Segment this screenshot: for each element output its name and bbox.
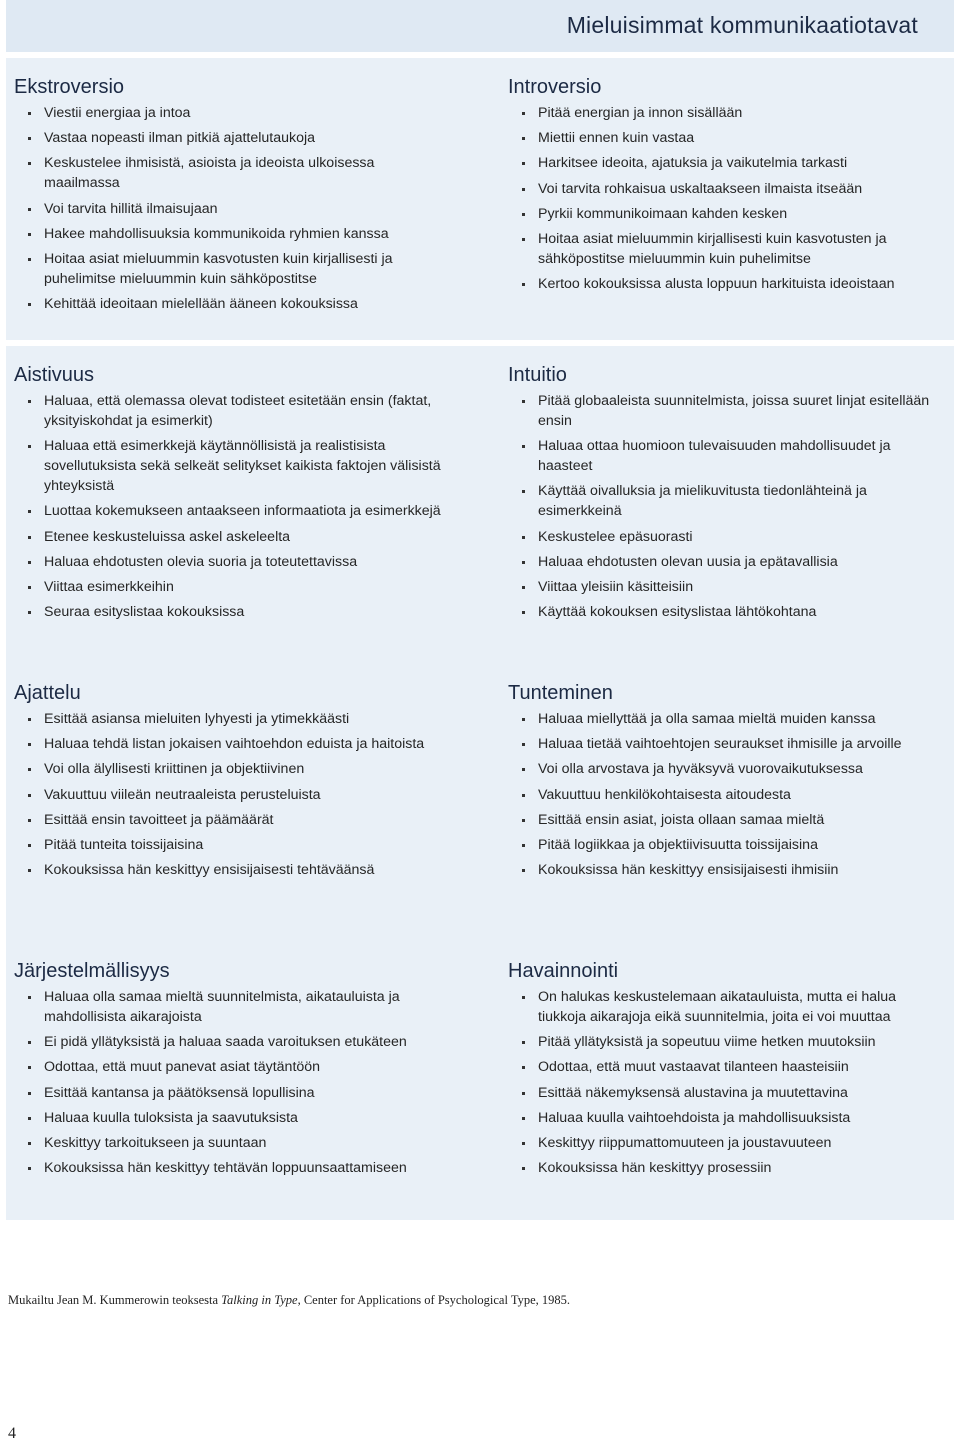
item-list	[508, 103, 948, 294]
list-item: Kokouksissa hän keskittyy ensisijaisesti ihmisiin	[508, 860, 948, 880]
list-item: Voi olla arvostava ja hyväksyvä vuorovaikutuksessa	[508, 759, 948, 779]
item-list	[14, 103, 454, 314]
section-heading: Ajattelu	[14, 682, 81, 704]
list-item: Haluaa ehdotusten olevan uusia ja epätavallisia	[508, 552, 948, 572]
list-item: Haluaa ottaa huomioon tulevaisuuden mahdollisuudet ja haasteet	[508, 436, 948, 476]
panel-sensing-intuition-thinking-feeling	[6, 346, 954, 942]
item-list	[508, 987, 948, 1178]
item-list	[14, 987, 454, 1178]
section-heading: Introversio	[508, 76, 602, 98]
section-heading: Ekstroversio	[14, 76, 125, 98]
list-item: Pitää yllätyksistä ja sopeutuu viime hetken muutoksiin	[508, 1032, 948, 1052]
item-list	[508, 709, 948, 880]
panel-judging-perceiving	[6, 940, 954, 1220]
section-sensing	[14, 362, 454, 627]
source-note	[8, 1293, 570, 1308]
list-item: Haluaa tietää vaihtoehtojen seuraukset ihmisille ja arvoille	[508, 734, 948, 754]
section-feeling	[508, 680, 948, 885]
list-item: Seuraa esityslistaa kokouksissa	[14, 602, 454, 622]
list-item: Keskittyy tarkoitukseen ja suuntaan	[14, 1133, 454, 1153]
section-heading: Järjestelmällisyys	[14, 960, 170, 982]
item-list	[14, 709, 454, 880]
page-number: 4	[8, 1425, 16, 1442]
list-item: Voi tarvita hillitä ilmaisujaan	[14, 199, 454, 219]
list-item: Voi tarvita rohkaisua uskaltaakseen ilmaista itseään	[508, 179, 948, 199]
page-title: Mieluisimmat kommunikaatiotavat	[566, 12, 918, 38]
list-item: Esittää asiansa mieluiten lyhyesti ja ytimekkäästi	[14, 709, 454, 729]
list-item: Miettii ennen kuin vastaa	[508, 128, 948, 148]
item-list	[508, 391, 948, 622]
list-item: Haluaa ehdotusten olevia suoria ja toteutettavissa	[14, 552, 454, 572]
list-item: Ei pidä yllätyksistä ja haluaa saada varoituksen etukäteen	[14, 1032, 454, 1052]
list-item: Hakee mahdollisuuksia kommunikoida ryhmien kanssa	[14, 224, 454, 244]
section-intuition	[508, 362, 948, 627]
source-note-prefix: Mukailtu Jean M. Kummerowin teoksesta	[8, 1293, 222, 1307]
list-item: Haluaa että esimerkkejä käytännöllisistä ja realistisista sovellutuksista sekä selkeät selitykset kaikista faktojen välisistä yhteyksistä	[14, 436, 454, 496]
list-item: Keskustelee epäsuorasti	[508, 527, 948, 547]
list-item: Odottaa, että muut panevat asiat täytäntöön	[14, 1057, 454, 1077]
list-item: Kokouksissa hän keskittyy prosessiin	[508, 1158, 948, 1178]
section-heading: Aistivuus	[14, 364, 95, 386]
list-item: Pitää tunteita toissijaisina	[14, 835, 454, 855]
list-item: Haluaa kuulla vaihtoehdoista ja mahdollisuuksista	[508, 1108, 948, 1128]
panel-extraversion-introversion	[6, 58, 954, 340]
list-item: Esittää kantansa ja päätöksensä lopullisina	[14, 1083, 454, 1103]
list-item: Etenee keskusteluissa askel askeleelta	[14, 527, 454, 547]
item-list	[14, 391, 454, 622]
list-item: Odottaa, että muut vastaavat tilanteen haasteisiin	[508, 1057, 948, 1077]
section-heading: Tunteminen	[508, 682, 613, 704]
source-note-suffix: , Center for Applications of Psychological Type, 1985.	[297, 1293, 571, 1307]
list-item: Pitää globaaleista suunnitelmista, joissa suuret linjat esitellään ensin	[508, 391, 948, 431]
section-extraversion	[14, 74, 454, 319]
list-item: Käyttää oivalluksia ja mielikuvitusta tiedonlähteinä ja esimerkkeinä	[508, 481, 948, 521]
list-item: Haluaa kuulla tuloksista ja saavutuksista	[14, 1108, 454, 1128]
list-item: Hoitaa asiat mieluummin kasvotusten kuin kirjallisesti ja puhelimitse mieluummin kuin sähköpostitse	[14, 249, 454, 289]
list-item: Vakuuttuu viileän neutraaleista perusteluista	[14, 785, 454, 805]
list-item: Pitää logiikkaa ja objektiivisuutta toissijaisina	[508, 835, 948, 855]
list-item: Viittaa esimerkkeihin	[14, 577, 454, 597]
list-item: Hoitaa asiat mieluummin kirjallisesti kuin kasvotusten ja sähköpostitse mieluummin kuin puhelimitse	[508, 229, 948, 269]
list-item: Harkitsee ideoita, ajatuksia ja vaikutelmia tarkasti	[508, 153, 948, 173]
list-item: Pyrkii kommunikoimaan kahden kesken	[508, 204, 948, 224]
list-item: Voi olla älyllisesti kriittinen ja objektiivinen	[14, 759, 454, 779]
section-thinking	[14, 680, 454, 885]
title-band	[6, 0, 954, 52]
list-item: Esittää ensin tavoitteet ja päämäärät	[14, 810, 454, 830]
list-item: Esittää ensin asiat, joista ollaan samaa mieltä	[508, 810, 948, 830]
list-item: Käyttää kokouksen esityslistaa lähtökohtana	[508, 602, 948, 622]
list-item: Haluaa miellyttää ja olla samaa mieltä muiden kanssa	[508, 709, 948, 729]
list-item: Kehittää ideoitaan mielellään ääneen kokouksissa	[14, 294, 454, 314]
list-item: Keskittyy riippumattomuuteen ja joustavuuteen	[508, 1133, 948, 1153]
list-item: Luottaa kokemukseen antaakseen informaatiota ja esimerkkejä	[14, 501, 454, 521]
section-judging	[14, 958, 454, 1183]
list-item: Viittaa yleisiin käsitteisiin	[508, 577, 948, 597]
list-item: Keskustelee ihmisistä, asioista ja ideoista ulkoisessa maailmassa	[14, 153, 454, 193]
list-item: Haluaa tehdä listan jokaisen vaihtoehdon eduista ja haitoista	[14, 734, 454, 754]
list-item: Haluaa olla samaa mieltä suunnitelmista, aikatauluista ja mahdollisista aikarajoista	[14, 987, 454, 1027]
list-item: Viestii energiaa ja intoa	[14, 103, 454, 123]
source-book-title: Talking in Type	[221, 1293, 298, 1307]
list-item: Kertoo kokouksissa alusta loppuun harkituista ideoistaan	[508, 274, 948, 294]
list-item: On halukas keskustelemaan aikatauluista, mutta ei halua tiukkoja aikarajoja eikä suunnitelmia, joita ei voi muuttaa	[508, 987, 948, 1027]
list-item: Pitää energian ja innon sisällään	[508, 103, 948, 123]
section-perceiving	[508, 958, 948, 1183]
section-heading: Intuitio	[508, 364, 567, 386]
list-item: Vakuuttuu henkilökohtaisesta aitoudesta	[508, 785, 948, 805]
section-introversion	[508, 74, 948, 299]
list-item: Kokouksissa hän keskittyy tehtävän loppuunsaattamiseen	[14, 1158, 454, 1178]
list-item: Esittää näkemyksensä alustavina ja muutettavina	[508, 1083, 948, 1103]
list-item: Vastaa nopeasti ilman pitkiä ajattelutaukoja	[14, 128, 454, 148]
section-heading: Havainnointi	[508, 960, 619, 982]
list-item: Haluaa, että olemassa olevat todisteet esitetään ensin (faktat, yksityiskohdat ja esimerkit)	[14, 391, 454, 431]
list-item: Kokouksissa hän keskittyy ensisijaisesti tehtäväänsä	[14, 860, 454, 880]
